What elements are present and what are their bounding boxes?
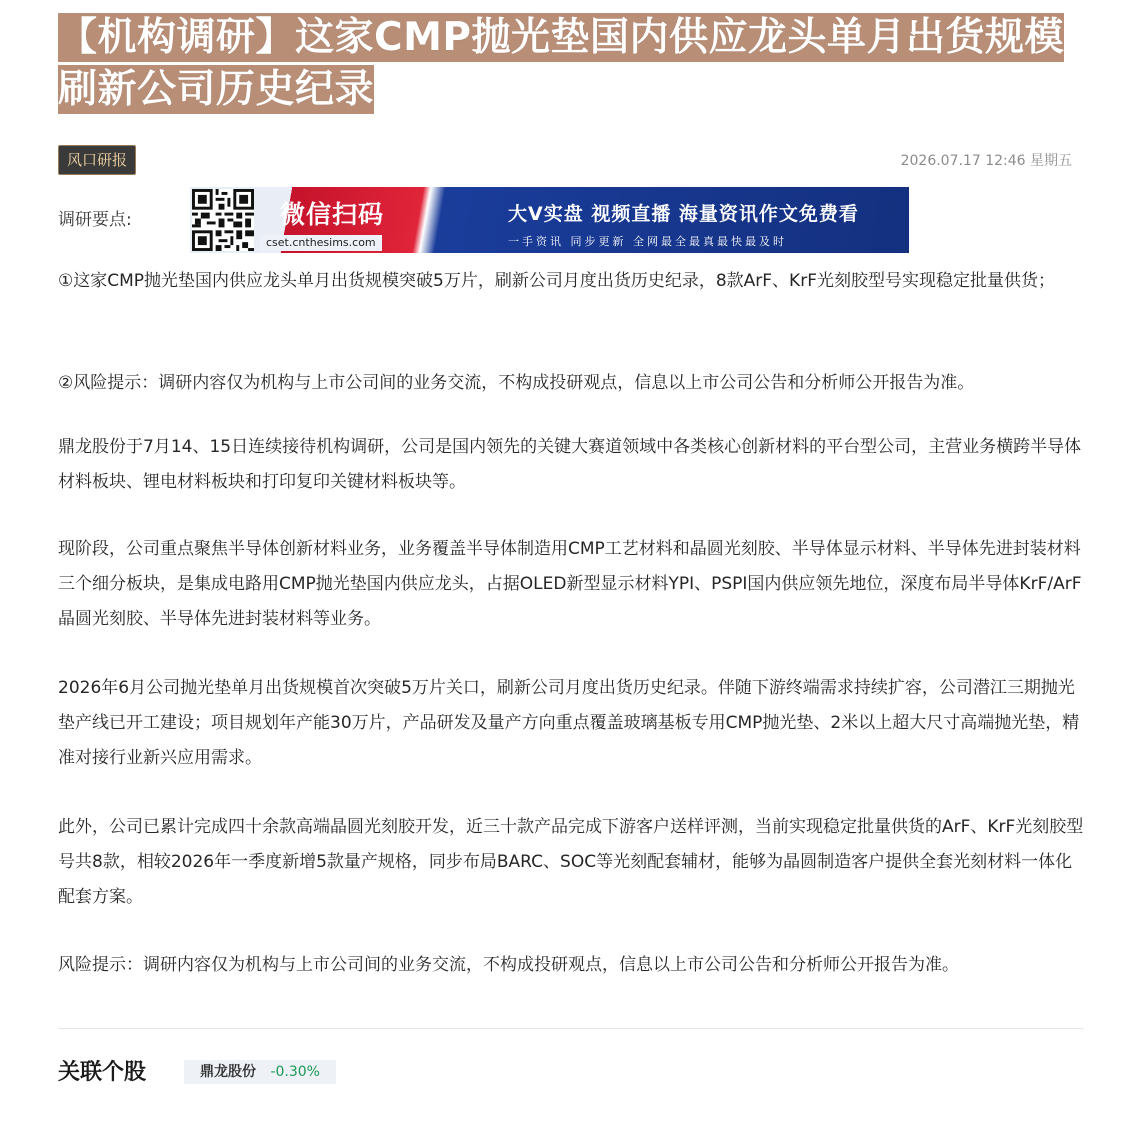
stock-change: -0.30% — [270, 1064, 320, 1080]
paragraph-risk-notice: 风险提示：调研内容仅为机构与上市公司间的业务交流，不构成投研观点，信息以上市公司公告和分析师公开报告为准。 — [58, 955, 959, 975]
section-divider — [58, 1028, 1084, 1029]
banner-slogan: 大V实盘 视频直播 海量资讯作文免费看 — [508, 203, 859, 225]
publish-datetime: 2026.07.17 12:46 星期五 — [900, 153, 1072, 169]
stock-name: 鼎龙股份 — [200, 1064, 256, 1080]
article-title — [58, 12, 1084, 116]
category-tag[interactable]: 风口研报 — [58, 145, 136, 175]
paragraph-key-point-1: ①这家CMP抛光垫国内供应龙头单月出货规模突破5万片，刷新公司月度出货历史纪录，8款ArF、KrF光刻胶型号实现稳定批量供货； — [58, 271, 1055, 291]
paragraph-shipment-record: 2026年6月公司抛光垫单月出货规模首次突破5万片关口，刷新公司月度出货历史纪录。伴随下游终端需求持续扩容，公司潜江三期抛光垫产线已开工建设；项目规划年产能30万片，产品研发及量产方向重点覆盖玻璃基板专用CMP抛光垫、2米以上超大尺寸高端抛光垫，精准对接行业新兴应用需求。 — [58, 678, 1080, 768]
paragraph-company-intro: 鼎龙股份于7月14、15日连续接待机构调研，公司是国内领先的关键大赛道领域中各类核心创新材料的平台型公司，主营业务横跨半导体材料板块、锂电材料板块和打印复印关键材料板块等。 — [58, 437, 1082, 492]
paragraph-business-focus: 现阶段，公司重点聚焦半导体创新材料业务，业务覆盖半导体制造用CMP工艺材料和晶圆光刻胶、半导体显示材料、半导体先进封装材料三个细分板块，是集成电路用CMP抛光垫国内供应龙头，占据OLED新型显示材料YPI、PSPI国内供应领先地位，深度布局半导体KrF/ArF晶圆光刻胶、半导体先进封装材料等业务。 — [58, 539, 1082, 629]
article-header — [58, 12, 1084, 116]
banner-url: cset.cnthesims.com — [260, 235, 382, 251]
related-stocks-title: 关联个股 — [58, 1060, 147, 1085]
article-title-text: 【机构调研】这家CMP抛光垫国内供应龙头单月出货规模刷新公司历史纪录 — [58, 15, 1065, 112]
key-points-label: 调研要点: — [58, 210, 132, 230]
wechat-ad-banner[interactable] — [190, 187, 909, 253]
related-stock-chip[interactable] — [184, 1060, 336, 1084]
paragraph-photoresist: 此外，公司已累计完成四十余款高端晶圆光刻胶开发，近三十款产品完成下游客户送样评测，当前实现稳定批量供货的ArF、KrF光刻胶型号共8款，相较2026年一季度新增5款量产规格，同步布局BARC、SOC等光刻配套辅材，能够为晶圆制造客户提供全套光刻材料一体化配套方案。 — [58, 817, 1084, 907]
paragraph-key-point-2: ②风险提示：调研内容仅为机构与上市公司间的业务交流，不构成投研观点，信息以上市公司公告和分析师公开报告为准。 — [58, 373, 975, 393]
banner-headline: 微信扫码 — [280, 200, 385, 229]
qr-code-icon — [192, 189, 254, 251]
banner-subline: 一手资讯 同步更新 全网最全最真最快最及时 — [508, 235, 787, 248]
